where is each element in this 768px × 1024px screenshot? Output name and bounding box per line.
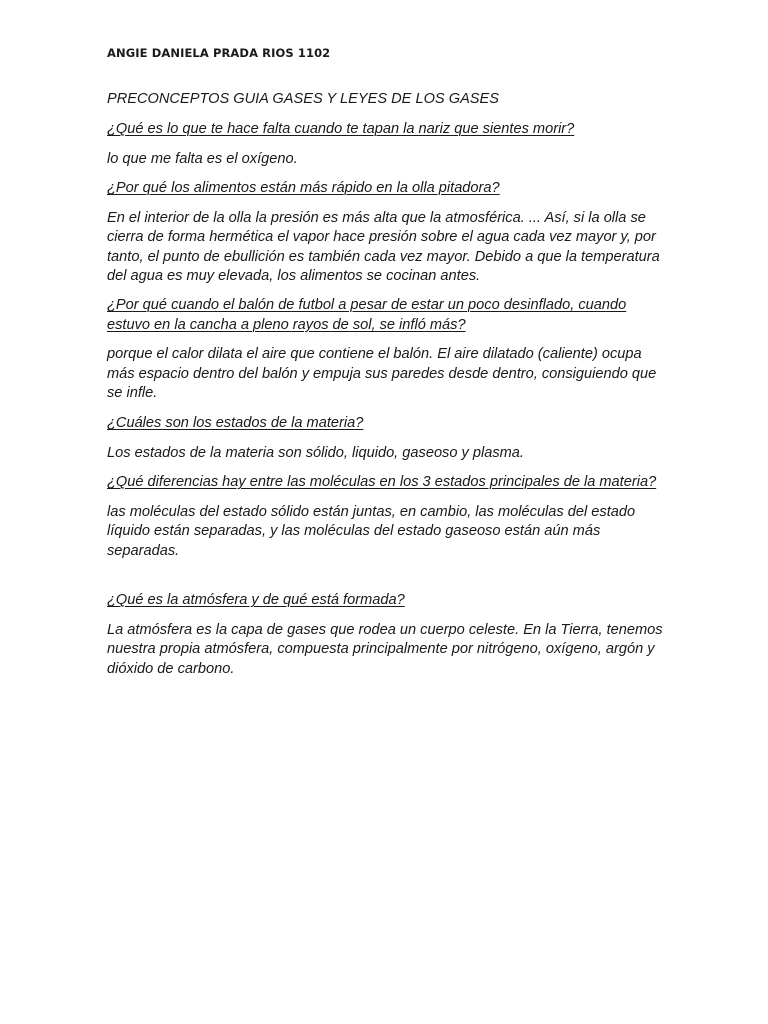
question-2: ¿Por qué los alimentos están más rápido en la olla pitadora? [107, 180, 500, 196]
answer-1: lo que me falta es el oxígeno. [107, 150, 298, 167]
qa-block-3 [107, 296, 667, 404]
qa-block-1 [107, 120, 667, 169]
qa-block-6 [107, 591, 667, 679]
answer-5: las moléculas del estado sólido están juntas, en cambio, las moléculas del estado líquido están separadas, y las moléculas del estado gaseoso están aún más separadas. [107, 503, 636, 559]
question-6: ¿Qué es la atmósfera y de qué está formada? [107, 592, 405, 608]
question-3: ¿Por qué cuando el balón de futbol a pesar de estar un poco desinflado, cuando estuvo en la cancha a pleno rayos de sol, se infló más? [107, 297, 627, 333]
question-1: ¿Qué es lo que te hace falta cuando te tapan la nariz que sientes morir? [107, 121, 575, 137]
qa-block-5 [107, 473, 667, 561]
qa-block-4 [107, 414, 667, 463]
answer-6: La atmósfera es la capa de gases que rodea un cuerpo celeste. En la Tierra, tenemos nuestra propia atmósfera, compuesta principalmente por nitrógeno, oxígeno, argón y dióxido de carbono. [107, 621, 663, 677]
question-5: ¿Qué diferencias hay entre las moléculas en los 3 estados principales de la materia? [107, 474, 657, 490]
author-line: ANGIE DANIELA PRADA RIOS 1102 [107, 46, 331, 60]
question-4: ¿Cuáles son los estados de la materia? [107, 415, 364, 431]
answer-3: porque el calor dilata el aire que contiene el balón. El aire dilatado (caliente) ocupa más espacio dentro del balón y empuja sus paredes desde dentro, consiguiendo que se infle. [107, 346, 657, 402]
answer-2: En el interior de la olla la presión es más alta que la atmosférica. ... Así, si la olla se cierra de forma hermética el vapor hace presión sobre el agua cada vez mayor y, por tanto, el punto de ebullición es también cada vez mayor. Debido a que la temperatura del agua es muy elevada, los alimentos se cocinan antes. [107, 209, 660, 285]
answer-4: Los estados de la materia son sólido, liquido, gaseoso y plasma. [107, 444, 524, 461]
qa-block-2 [107, 179, 667, 287]
document-title: PRECONCEPTOS GUIA GASES Y LEYES DE LOS GASES [107, 91, 500, 107]
